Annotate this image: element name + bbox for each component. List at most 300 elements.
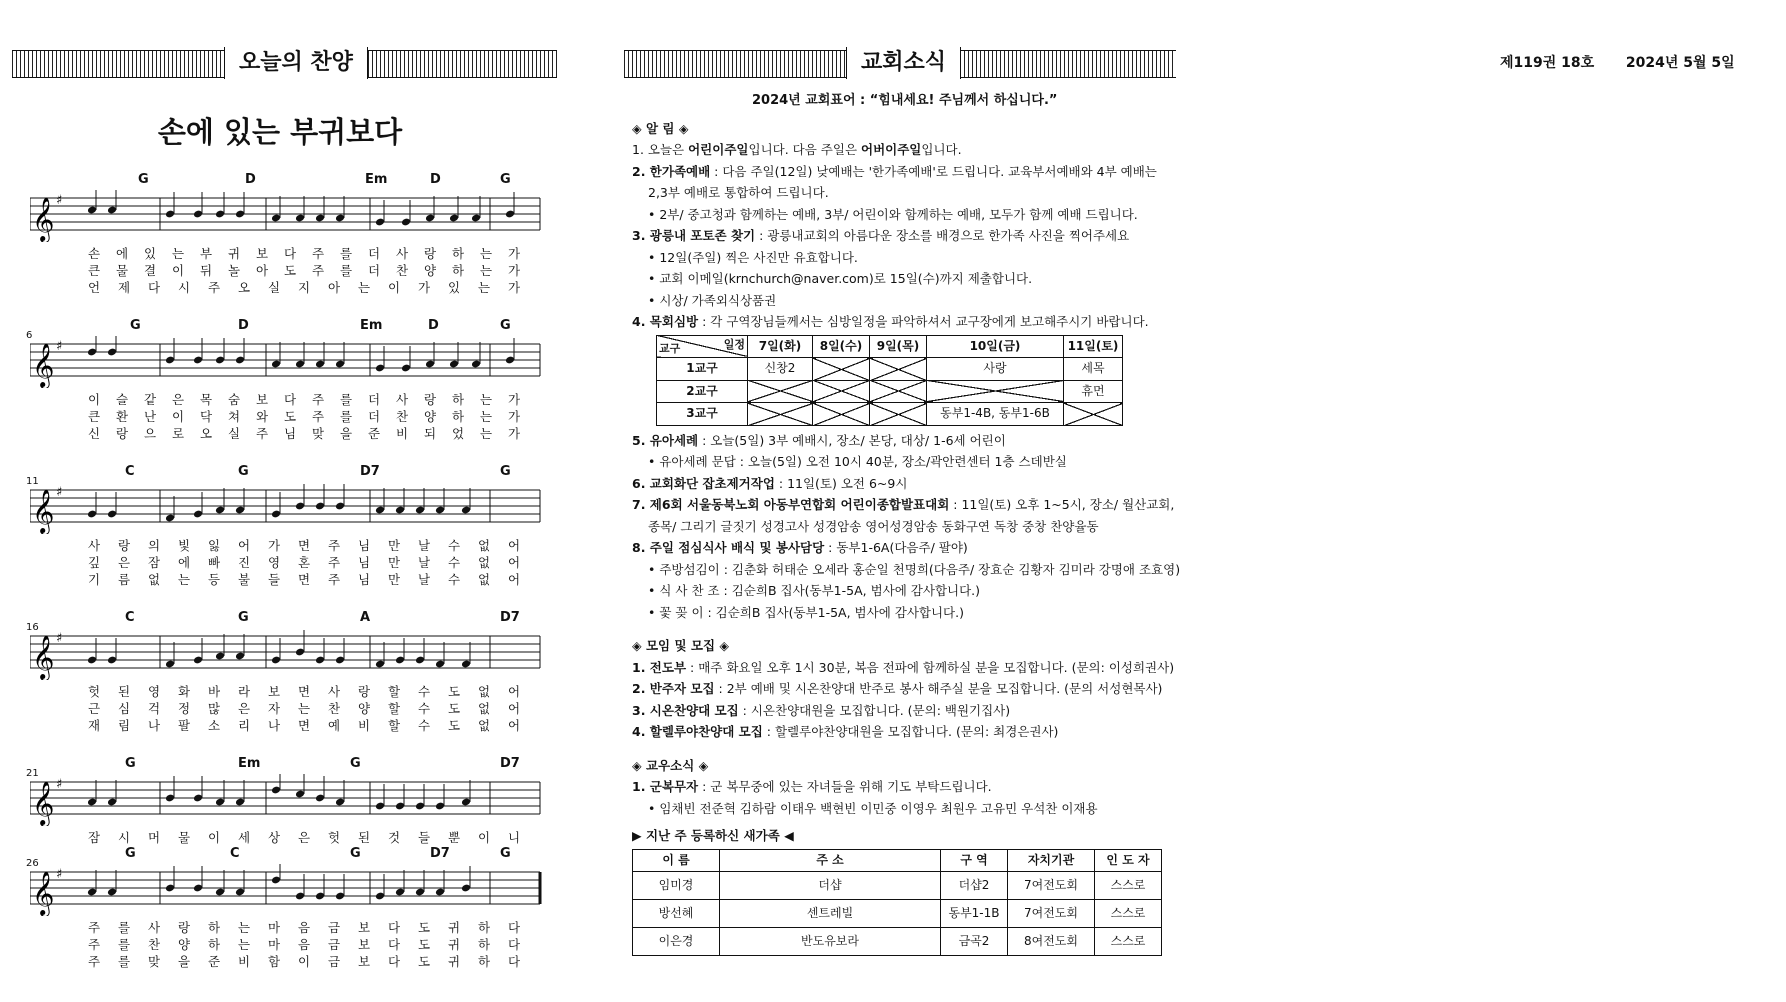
lyric-syllable: 날 <box>418 538 431 553</box>
lyric-syllable: 세 <box>238 830 251 845</box>
lyric-syllable: 양 <box>424 409 437 424</box>
notice-1-pre: 1. 오늘은 <box>632 142 689 157</box>
lyric-syllable: 주 <box>328 538 341 553</box>
lyric-syllable: 함 <box>268 954 281 969</box>
register-header: 구 역 <box>941 849 1008 872</box>
lyric-syllable: 기 <box>88 572 101 587</box>
lyric-syllable: 음 <box>298 937 311 952</box>
lyric-syllable: 잃 <box>208 538 221 553</box>
lyric-syllable: 어 <box>508 555 521 570</box>
visit-row-name: 1교구 <box>657 358 748 381</box>
chord-symbol: A <box>360 610 371 625</box>
lyric-syllable: 하 <box>452 263 465 278</box>
lyric-syllable: 다 <box>388 954 401 969</box>
chord-symbol: Em <box>360 318 383 333</box>
visit-day-header: 9일(목) <box>870 335 927 358</box>
lyric-syllable: 라 <box>238 684 251 699</box>
lyric-syllable: 가 <box>508 280 521 295</box>
register-cell: 더샵2 <box>941 872 1008 900</box>
lyric-syllable: 하 <box>478 954 491 969</box>
lyric-syllable: 화 <box>178 684 191 699</box>
lyric-syllable: 사 <box>396 246 409 261</box>
recruit-3-text: : 시온찬양대원을 모집합니다. (문의: 백원기집사) <box>738 702 1011 718</box>
notice-8-bullet: • 주방섬김이 : 김춘화 허태순 오세라 홍순일 천명희(다음주/ 장효순 김황자 김미라 강명애 조효영) <box>648 561 1181 577</box>
notice-3-bullet: • 교회 이메일(krnchurch@naver.com)로 15일(수)까지 제출합니다. <box>648 271 1033 286</box>
music-staff <box>30 864 550 916</box>
register-header: 자치기관 <box>1008 849 1095 872</box>
recruit-3 <box>632 700 1192 722</box>
lyric-syllable: 주 <box>312 409 325 424</box>
notice-8-bullet: • 꽃 꽂 이 : 김순희B 집사(동부1-5A, 범사에 감사합니다.) <box>648 604 964 620</box>
register-row <box>633 928 1162 956</box>
lyric-syllable: 님 <box>358 555 371 570</box>
lyric-syllable: 맞 <box>148 954 161 969</box>
lyric-syllable: 등 <box>208 572 221 587</box>
lyric-syllable: 는 <box>358 280 371 295</box>
lyric-syllable: 많 <box>208 701 221 716</box>
music-staff <box>30 336 550 388</box>
lyric-syllable: 정 <box>178 701 191 716</box>
lyric-syllable: 더 <box>368 263 381 278</box>
lyric-syllable: 금 <box>328 937 341 952</box>
lyric-line <box>30 244 540 261</box>
chord-symbol: G <box>138 172 149 187</box>
lyric-syllable: 주 <box>328 572 341 587</box>
measure-number: 6 <box>26 330 33 341</box>
lyric-syllable: 보 <box>256 392 269 407</box>
lyric-syllable: 다 <box>508 937 521 952</box>
lyric-syllable: 시 <box>178 280 191 295</box>
lyric-syllable: 어 <box>508 572 521 587</box>
lyric-syllable: 수 <box>418 684 431 699</box>
lyric-syllable: 가 <box>418 280 431 295</box>
register-cell: 7여전도회 <box>1008 900 1095 928</box>
lyric-syllable: 주 <box>256 426 269 441</box>
lyric-syllable: 다 <box>284 246 297 261</box>
lyric-syllable: 사 <box>396 392 409 407</box>
notice-8 <box>632 537 1192 559</box>
lyric-syllable: 들 <box>418 830 431 845</box>
lyric-line <box>30 935 540 952</box>
lyric-syllable: 가 <box>508 409 521 424</box>
lyric-syllable: 에 <box>116 246 129 261</box>
lyric-syllable: 부 <box>200 246 213 261</box>
lyric-syllable: 는 <box>238 937 251 952</box>
lyric-syllable: 어 <box>508 701 521 716</box>
chord-symbol: D <box>238 318 249 333</box>
notice-5-label: 5. 유아세례 <box>632 432 699 448</box>
lyric-syllable: 이 <box>172 409 185 424</box>
lyric-syllable: 에 <box>178 555 191 570</box>
notice-7 <box>632 494 1192 516</box>
lyric-syllable: 있 <box>144 246 157 261</box>
recruit-1-text: : 매주 화요일 오후 1시 30분, 복음 전파에 함께하실 분을 모집합니다. (문의: 이성희권사) <box>686 659 1175 675</box>
lyric-syllable: 도 <box>448 701 461 716</box>
lyric-syllable: 는 <box>480 392 493 407</box>
lyric-syllable: 준 <box>368 426 381 441</box>
lyric-syllable: 를 <box>340 263 353 278</box>
lyric-syllable: 없 <box>478 572 491 587</box>
hymn-title: 손에 있는 부귀보다 <box>157 115 403 149</box>
lyric-syllable: 하 <box>208 937 221 952</box>
lyric-syllable: 은 <box>298 830 311 845</box>
lyric-syllable: 귀 <box>228 246 241 261</box>
key-signature-icon: ♯ <box>56 339 63 354</box>
register-cell: 금곡2 <box>941 928 1008 956</box>
lyric-syllable: 이 <box>478 830 491 845</box>
notice-7-cont: 종목/ 그리기 글짓기 성경고사 성경암송 영어성경암송 동화구연 독창 중창 찬양율동 <box>648 518 1099 534</box>
register-table <box>632 849 1162 957</box>
treble-clef-icon: 𝄞 <box>32 343 55 387</box>
recruit-2-text: : 2부 예배 및 시온찬양대 반주로 봉사 해주실 분을 모집합니다. (문의 서성현목사) <box>714 681 1163 696</box>
lyric-syllable: 었 <box>452 426 465 441</box>
notice-4 <box>632 311 1192 333</box>
lyric-syllable: 도 <box>448 684 461 699</box>
lyric-line <box>30 536 540 553</box>
key-signature-icon: ♯ <box>56 777 63 792</box>
lyric-syllable: 어 <box>238 538 251 553</box>
lyric-syllable: 된 <box>118 684 131 699</box>
lyric-syllable: 귀 <box>448 920 461 935</box>
lyric-syllable: 은 <box>172 392 185 407</box>
notice-5-bullet: • 유아세례 문답 : 오늘(5일) 오전 10시 40분, 장소/곽안련센터 1층 스데반실 <box>648 454 1067 469</box>
lyric-syllable: 이 <box>388 280 401 295</box>
lyric-syllable: 을 <box>340 426 353 441</box>
hymn-section-title: 오늘의 찬양 <box>224 47 368 79</box>
chord-symbol: D <box>430 172 441 187</box>
lyric-syllable: 들 <box>268 572 281 587</box>
register-cell: 센트레빌 <box>720 900 941 928</box>
lyric-syllable: 오 <box>200 426 213 441</box>
lyric-syllable: 이 <box>172 263 185 278</box>
lyric-syllable: 가 <box>508 426 521 441</box>
lyric-syllable: 수 <box>418 701 431 716</box>
lyric-syllable: 를 <box>340 392 353 407</box>
lyric-syllable: 빛 <box>178 538 191 553</box>
register-header: 인 도 자 <box>1095 849 1162 872</box>
lyric-syllable: 수 <box>418 718 431 733</box>
measure-number: 21 <box>26 768 39 779</box>
register-cell: 스스로 <box>1095 928 1162 956</box>
lyric-syllable: 같 <box>144 392 157 407</box>
lyric-syllable: 면 <box>298 572 311 587</box>
lyric-syllable: 를 <box>340 409 353 424</box>
lyric-syllable: 님 <box>358 572 371 587</box>
lyric-syllable: 찬 <box>396 263 409 278</box>
lyric-syllable: 의 <box>148 538 161 553</box>
treble-clef-icon: 𝄞 <box>32 489 55 533</box>
lyric-syllable: 면 <box>298 538 311 553</box>
lyric-syllable: 는 <box>480 426 493 441</box>
recruit-1 <box>632 657 1192 679</box>
music-staff <box>30 190 550 242</box>
recruit-4-text: : 할렐루야찬양대원을 모집합니다. (문의: 최경은권사) <box>762 724 1059 739</box>
lyric-syllable: 닥 <box>200 409 213 424</box>
lyric-syllable: 것 <box>388 830 401 845</box>
lyric-syllable: 양 <box>358 701 371 716</box>
church-motto: 2024년 교회표어 : “힘내세요! 주님께서 하십니다.” <box>752 93 1058 108</box>
lyric-syllable: 리 <box>238 718 251 733</box>
lyric-syllable: 를 <box>118 920 131 935</box>
key-signature-icon: ♯ <box>56 631 63 646</box>
lyric-syllable: 만 <box>388 538 401 553</box>
chord-symbol: G <box>238 610 249 625</box>
visit-cell-empty <box>748 403 813 426</box>
chord-symbol: D7 <box>500 610 520 625</box>
lyric-syllable: 면 <box>298 684 311 699</box>
register-row <box>633 900 1162 928</box>
lyric-syllable: 로 <box>172 426 185 441</box>
lyric-syllable: 찬 <box>396 409 409 424</box>
lyric-syllable: 도 <box>418 954 431 969</box>
lyric-syllable: 비 <box>396 426 409 441</box>
lyric-syllable: 할 <box>388 718 401 733</box>
lyric-syllable: 랑 <box>178 920 191 935</box>
visit-corner-top: 일정 <box>723 337 745 351</box>
lyric-syllable: 물 <box>116 263 129 278</box>
lyric-syllable: 잠 <box>148 555 161 570</box>
lyric-syllable: 니 <box>508 830 521 845</box>
lyric-line <box>30 390 540 407</box>
register-cell: 이은경 <box>633 928 720 956</box>
visit-cell-empty <box>813 380 870 403</box>
lyric-syllable: 없 <box>478 555 491 570</box>
lyric-syllable: 랑 <box>116 426 129 441</box>
lyric-syllable: 사 <box>148 920 161 935</box>
chord-symbol: G <box>130 318 141 333</box>
lyric-syllable: 수 <box>448 555 461 570</box>
visit-cell-empty <box>870 403 927 426</box>
lyric-syllable: 와 <box>256 409 269 424</box>
lyric-syllable: 영 <box>148 684 161 699</box>
lyric-syllable: 더 <box>368 409 381 424</box>
lyric-syllable: 는 <box>478 280 491 295</box>
lyric-syllable: 맞 <box>312 426 325 441</box>
member-news-1 <box>632 776 1192 798</box>
notice-7-label: 7. 제6회 서울동북노회 아동부연합회 어린이종합발표대회 <box>632 497 950 512</box>
member-news-1-label: 1. 군복무자 <box>632 779 699 794</box>
lyric-syllable: 면 <box>298 718 311 733</box>
chord-symbol: D <box>428 318 439 333</box>
chord-symbol: Em <box>238 756 261 771</box>
register-header: 이 름 <box>633 849 720 872</box>
lyric-syllable: 지 <box>298 280 311 295</box>
lyric-syllable: 바 <box>208 684 221 699</box>
lyric-syllable: 결 <box>144 263 157 278</box>
lyric-syllable: 팔 <box>178 718 191 733</box>
notice-6-text: : 11일(토) 오전 6~9시 <box>774 475 908 491</box>
lyric-syllable: 놀 <box>228 263 241 278</box>
chord-symbol: G <box>500 318 511 333</box>
lyric-syllable: 없 <box>478 701 491 716</box>
register-cell: 임미경 <box>633 872 720 900</box>
visit-day-header: 8일(수) <box>813 335 870 358</box>
lyric-syllable: 도 <box>284 263 297 278</box>
lyric-syllable: 다 <box>388 937 401 952</box>
lyric-syllable: 마 <box>268 920 281 935</box>
lyric-line <box>30 553 540 570</box>
register-cell: 7여전도회 <box>1008 872 1095 900</box>
visit-cell: 휴먼 <box>1064 380 1123 403</box>
lyric-syllable: 가 <box>268 538 281 553</box>
visit-cell: 신창2 <box>748 358 813 381</box>
lyric-syllable: 없 <box>478 538 491 553</box>
lyric-syllable: 큰 <box>88 263 101 278</box>
notice-2 <box>632 161 1192 183</box>
lyric-syllable: 주 <box>312 392 325 407</box>
lyric-syllable: 날 <box>418 572 431 587</box>
chord-symbol: C <box>125 610 135 625</box>
lyric-syllable: 할 <box>388 701 401 716</box>
lyric-syllable: 사 <box>88 538 101 553</box>
music-staff <box>30 628 550 680</box>
lyric-syllable: 마 <box>268 937 281 952</box>
notice-8-label: 8. 주일 점심식사 배식 및 봉사담당 <box>632 540 825 555</box>
lyric-syllable: 근 <box>88 701 101 716</box>
notice-2-label: 2. 한가족예배 <box>632 163 711 179</box>
lyric-syllable: 는 <box>178 572 191 587</box>
notice-1-bold-2: 어버이주일 <box>861 142 922 157</box>
notice-2-cont: 2,3부 예배로 통합하여 드립니다. <box>648 185 829 200</box>
lyric-syllable: 깊 <box>88 555 101 570</box>
visit-day-header: 7일(화) <box>748 335 813 358</box>
lyric-syllable: 귀 <box>448 937 461 952</box>
lyric-syllable: 보 <box>358 920 371 935</box>
lyric-syllable: 재 <box>88 718 101 733</box>
lyric-syllable: 잠 <box>88 830 101 845</box>
lyric-syllable: 은 <box>118 555 131 570</box>
music-staff <box>30 482 550 534</box>
lyric-line <box>30 828 540 845</box>
lyric-syllable: 하 <box>208 920 221 935</box>
lyric-syllable: 랑 <box>424 392 437 407</box>
treble-clef-icon: 𝄞 <box>32 197 55 241</box>
lyric-syllable: 빠 <box>208 555 221 570</box>
lyric-syllable: 혼 <box>298 555 311 570</box>
lyric-syllable: 는 <box>480 263 493 278</box>
notice-5-text: : 오늘(5일) 3부 예배시, 장소/ 본당, 대상/ 1-6세 어린이 <box>698 432 1006 448</box>
lyric-syllable: 시 <box>118 830 131 845</box>
lyric-syllable: 진 <box>238 555 251 570</box>
issue-date: 2024년 5월 5일 <box>1625 55 1735 71</box>
lyric-syllable: 상 <box>268 830 281 845</box>
lyric-syllable: 는 <box>298 701 311 716</box>
music-staff <box>30 774 550 826</box>
chord-line <box>30 756 540 774</box>
member-news-title: ◈ 교우소식 ◈ <box>632 757 709 773</box>
lyric-syllable: 다 <box>508 920 521 935</box>
lyric-syllable: 음 <box>298 920 311 935</box>
visit-corner-bottom: 교구 <box>659 341 681 355</box>
lyric-syllable: 님 <box>284 426 297 441</box>
lyric-syllable: 목 <box>200 392 213 407</box>
visit-row-name: 3교구 <box>657 403 748 426</box>
visit-cell-empty <box>813 358 870 381</box>
lyric-syllable: 를 <box>340 246 353 261</box>
chord-symbol: D <box>245 172 256 187</box>
lyric-syllable: 이 <box>208 830 221 845</box>
lyric-syllable: 더 <box>368 246 381 261</box>
church-news <box>632 90 1192 956</box>
lyric-line <box>30 716 540 733</box>
notice-2-bullet: • 2부/ 중고청과 함께하는 예배, 3부/ 어린이와 함께하는 예배, 모두가 함께 예배 드립니다. <box>648 206 1138 222</box>
lyric-syllable: 환 <box>116 409 129 424</box>
lyric-syllable: 금 <box>328 920 341 935</box>
chord-symbol: C <box>230 846 240 861</box>
notice-4-text: : 각 구역장님들께서는 심방일정을 파악하셔서 교구장에게 보고해주시기 바랍니다. <box>698 314 1149 329</box>
register-cell: 더샵 <box>720 872 941 900</box>
chord-symbol: D7 <box>430 846 450 861</box>
lyric-syllable: 언 <box>88 280 101 295</box>
lyric-syllable: 다 <box>148 280 161 295</box>
lyric-syllable: 님 <box>358 538 371 553</box>
lyric-syllable: 손 <box>88 246 101 261</box>
chord-symbol: D7 <box>360 464 380 479</box>
visit-cell-empty <box>1064 403 1123 426</box>
visit-cell: 세목 <box>1064 358 1123 381</box>
recruit-2-label: 2. 반주자 모집 <box>632 681 715 696</box>
lyric-syllable: 준 <box>208 954 221 969</box>
lyric-syllable: 만 <box>388 572 401 587</box>
lyric-line <box>30 952 540 969</box>
notice-3-text: : 광릉내교회의 아름다운 장소를 배경으로 한가족 사진을 찍어주세요 <box>755 228 1130 243</box>
lyric-syllable: 주 <box>88 954 101 969</box>
treble-clef-icon: 𝄞 <box>32 635 55 679</box>
key-signature-icon: ♯ <box>56 485 63 500</box>
lyric-syllable: 다 <box>284 392 297 407</box>
lyric-syllable: 도 <box>448 718 461 733</box>
chord-line <box>30 172 540 190</box>
chord-symbol: G <box>350 756 361 771</box>
lyric-syllable: 뒤 <box>200 263 213 278</box>
lyric-syllable: 할 <box>388 684 401 699</box>
register-cell: 8여전도회 <box>1008 928 1095 956</box>
register-cell: 방선혜 <box>633 900 720 928</box>
lyric-syllable: 이 <box>88 392 101 407</box>
chord-line <box>30 464 540 482</box>
lyric-syllable: 큰 <box>88 409 101 424</box>
lyric-syllable: 뿐 <box>448 830 461 845</box>
notice-3 <box>632 225 1192 247</box>
lyric-syllable: 귀 <box>448 954 461 969</box>
lyric-syllable: 도 <box>418 920 431 935</box>
notice-1-mid: 입니다. 다음 주일은 <box>748 142 861 157</box>
lyric-syllable: 보 <box>268 684 281 699</box>
lyric-syllable: 수 <box>448 572 461 587</box>
lyric-line <box>30 278 540 295</box>
lyric-syllable: 을 <box>178 954 191 969</box>
lyric-syllable: 물 <box>178 830 191 845</box>
visit-row-name: 2교구 <box>657 380 748 403</box>
chord-symbol: G <box>125 846 136 861</box>
lyric-syllable: 헛 <box>88 684 101 699</box>
lyric-syllable: 나 <box>268 718 281 733</box>
lyric-syllable: 심 <box>118 701 131 716</box>
visit-cell-empty <box>748 380 813 403</box>
register-row <box>633 872 1162 900</box>
chord-symbol: D7 <box>500 756 520 771</box>
visit-day-header: 10일(금) <box>927 335 1064 358</box>
chord-symbol: G <box>500 464 511 479</box>
lyric-syllable: 를 <box>118 937 131 952</box>
lyric-syllable: 양 <box>178 937 191 952</box>
lyric-syllable: 는 <box>172 246 185 261</box>
lyric-syllable: 불 <box>238 572 251 587</box>
lyric-syllable: 가 <box>508 263 521 278</box>
chord-symbol: G <box>238 464 249 479</box>
lyric-line <box>30 570 540 587</box>
lyric-line <box>30 407 540 424</box>
